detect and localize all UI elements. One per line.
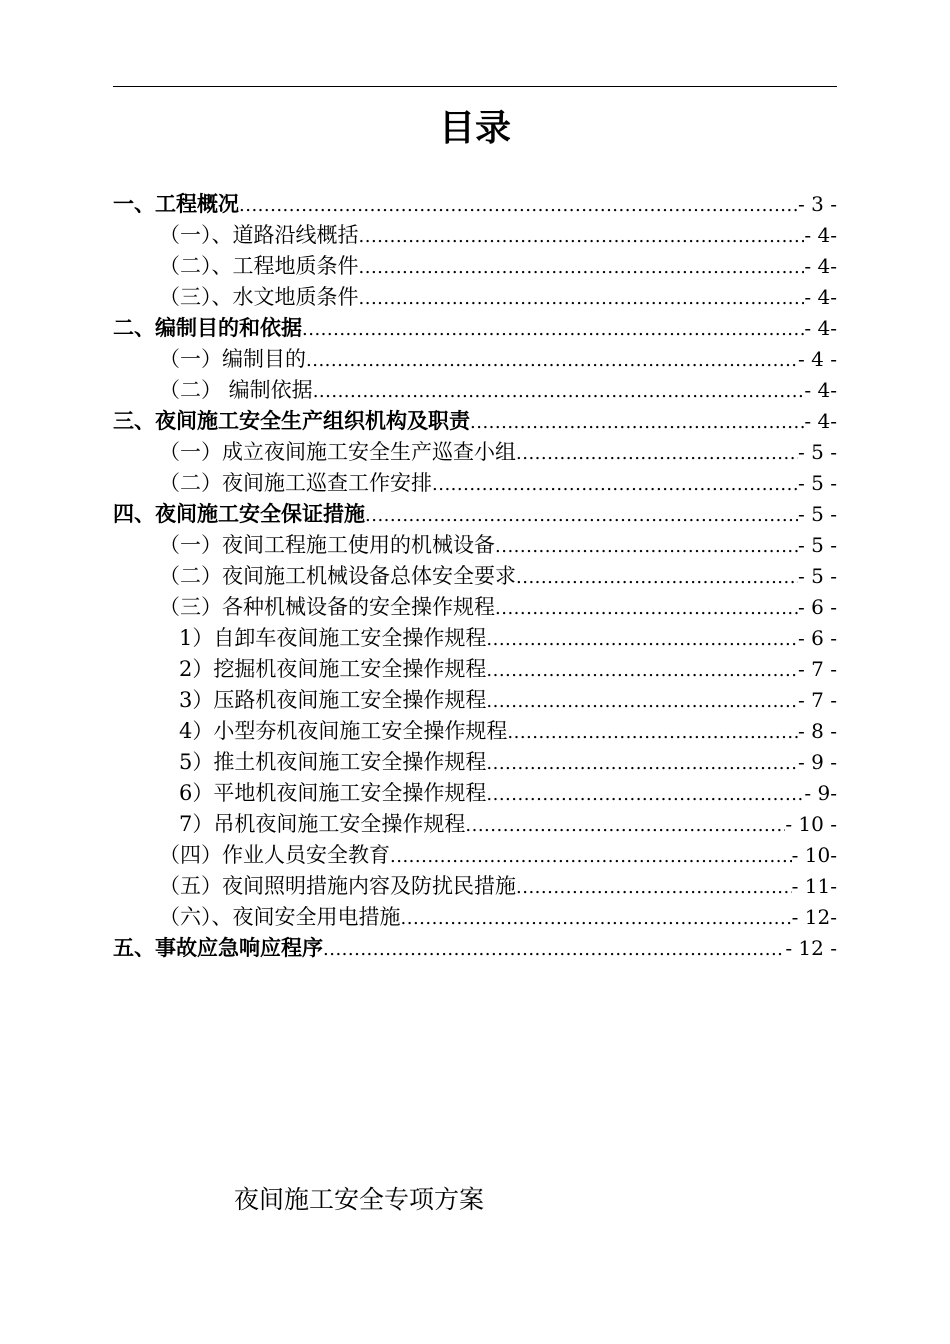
toc-entry[interactable] — [113, 840, 837, 871]
toc-entry-title: （一）成立夜间施工安全生产巡查小组 — [159, 440, 516, 464]
toc-entry-page: - 6 - — [798, 626, 837, 650]
toc-dot-leader — [365, 500, 798, 531]
toc-entry[interactable] — [113, 654, 837, 685]
toc-dot-leader — [359, 252, 805, 283]
toc-entry[interactable] — [113, 871, 837, 902]
toc-entry-page: - 5 - — [798, 533, 837, 557]
toc-entry[interactable] — [113, 561, 837, 592]
toc-entry-title: （三）、水文地质条件 — [159, 285, 359, 309]
toc-entry[interactable] — [113, 375, 837, 406]
toc-entry-title: （一）编制目的 — [159, 347, 306, 371]
toc-entry-title: 二、编制目的和依据 — [113, 316, 302, 340]
toc-entry-page: - 12 - — [785, 936, 837, 960]
toc-entry-title: （五）夜间照明措施内容及防扰民措施 — [159, 874, 516, 898]
toc-dot-leader — [401, 903, 792, 934]
toc-entry-page: - 3 - — [798, 192, 837, 216]
toc-dot-leader — [486, 748, 798, 779]
toc-dot-leader — [359, 283, 805, 314]
toc-entry-title: 4）小型夯机夜间施工安全操作规程 — [179, 719, 508, 743]
toc-entry-title: 三、夜间施工安全生产组织机构及职责 — [113, 409, 470, 433]
toc-entry-title: 五、事故应急响应程序 — [113, 936, 323, 960]
toc-entry-page: - 7 - — [798, 657, 837, 681]
toc-entry-page: - 5 - — [798, 440, 837, 464]
toc-entry-page: - 4- — [804, 378, 837, 402]
toc-entry[interactable] — [113, 809, 837, 840]
toc-dot-leader — [465, 810, 785, 841]
toc-entry[interactable] — [113, 189, 837, 220]
toc-entry-page: - 6 - — [798, 595, 837, 619]
toc-dot-leader — [486, 655, 798, 686]
toc-dot-leader — [470, 407, 804, 438]
toc-entry[interactable] — [113, 437, 837, 468]
toc-entry[interactable] — [113, 902, 837, 933]
table-of-contents — [113, 189, 837, 964]
toc-entry-page: - 10 - — [785, 812, 837, 836]
toc-entry-title: （一）、道路沿线概括 — [159, 223, 359, 247]
toc-dot-leader — [516, 872, 792, 903]
toc-dot-leader — [239, 190, 798, 221]
toc-dot-leader — [390, 841, 792, 872]
toc-dot-leader — [306, 345, 798, 376]
toc-dot-leader — [516, 562, 798, 593]
toc-entry-page: - 4- — [804, 316, 837, 340]
toc-heading: 目录 — [438, 108, 511, 149]
toc-dot-leader — [507, 717, 798, 748]
toc-dot-leader — [313, 376, 805, 407]
toc-entry-title: （二）夜间施工巡查工作安排 — [159, 471, 432, 495]
toc-entry-title: （三）各种机械设备的安全操作规程 — [159, 595, 495, 619]
toc-entry-page: - 5 - — [798, 564, 837, 588]
toc-entry[interactable] — [113, 530, 837, 561]
toc-entry[interactable] — [113, 251, 837, 282]
toc-entry-page: - 4- — [804, 254, 837, 278]
toc-entry[interactable] — [113, 468, 837, 499]
toc-dot-leader — [486, 686, 798, 717]
toc-entry[interactable] — [113, 220, 837, 251]
toc-entry-page: - 7 - — [798, 688, 837, 712]
toc-entry-page: - 12- — [791, 905, 837, 929]
toc-dot-leader — [302, 314, 804, 345]
toc-entry-title: 7）吊机夜间施工安全操作规程 — [179, 812, 466, 836]
toc-entry-page: - 5 - — [798, 471, 837, 495]
toc-entry-page: - 4- — [804, 285, 837, 309]
toc-entry-title: （二） 编制依据 — [159, 378, 313, 402]
toc-entry-title: （二）、工程地质条件 — [159, 254, 359, 278]
toc-entry-page: - 4- — [804, 223, 837, 247]
toc-entry-title: （四）作业人员安全教育 — [159, 843, 390, 867]
toc-entry[interactable] — [113, 716, 837, 747]
header-rule — [113, 86, 837, 87]
toc-entry-title: 2）挖掘机夜间施工安全操作规程 — [179, 657, 487, 681]
toc-entry-title: 1）自卸车夜间施工安全操作规程 — [179, 626, 487, 650]
toc-entry[interactable] — [113, 499, 837, 530]
toc-entry-title: 一、工程概况 — [113, 192, 239, 216]
toc-entry[interactable] — [113, 406, 837, 437]
toc-entry[interactable] — [113, 282, 837, 313]
toc-entry[interactable] — [113, 313, 837, 344]
toc-entry-title: 四、夜间施工安全保证措施 — [113, 502, 365, 526]
toc-dot-leader — [516, 438, 798, 469]
toc-entry-page: - 11- — [791, 874, 837, 898]
toc-entry[interactable] — [113, 747, 837, 778]
toc-entry-page: - 10- — [791, 843, 837, 867]
toc-entry-title: （一）夜间工程施工使用的机械设备 — [159, 533, 495, 557]
toc-dot-leader — [486, 779, 804, 810]
toc-entry-page: - 8 - — [798, 719, 837, 743]
toc-entry-page: - 4 - — [798, 347, 837, 371]
toc-entry-title: 5）推土机夜间施工安全操作规程 — [179, 750, 487, 774]
toc-entry[interactable] — [113, 778, 837, 809]
toc-entry[interactable] — [113, 623, 837, 654]
toc-dot-leader — [495, 593, 798, 624]
toc-entry-page: - 9- — [804, 781, 837, 805]
toc-entry-title: （六）、夜间安全用电措施 — [159, 905, 401, 929]
toc-entry-page: - 9 - — [798, 750, 837, 774]
toc-dot-leader — [432, 469, 798, 500]
toc-entry-title: 3）压路机夜间施工安全操作规程 — [179, 688, 487, 712]
toc-entry[interactable] — [113, 933, 837, 964]
toc-dot-leader — [495, 531, 798, 562]
document-title: 夜间施工安全专项方案 — [234, 1185, 485, 1214]
toc-dot-leader — [323, 934, 785, 965]
toc-dot-leader — [359, 221, 805, 252]
toc-entry-title: （二）夜间施工机械设备总体安全要求 — [159, 564, 516, 588]
toc-entry[interactable] — [113, 592, 837, 623]
toc-entry[interactable] — [113, 344, 837, 375]
toc-entry-page: - 5 - — [798, 502, 837, 526]
toc-entry[interactable] — [113, 685, 837, 716]
toc-dot-leader — [486, 624, 798, 655]
toc-entry-page: - 4- — [804, 409, 837, 433]
toc-entry-title: 6）平地机夜间施工安全操作规程 — [179, 781, 487, 805]
